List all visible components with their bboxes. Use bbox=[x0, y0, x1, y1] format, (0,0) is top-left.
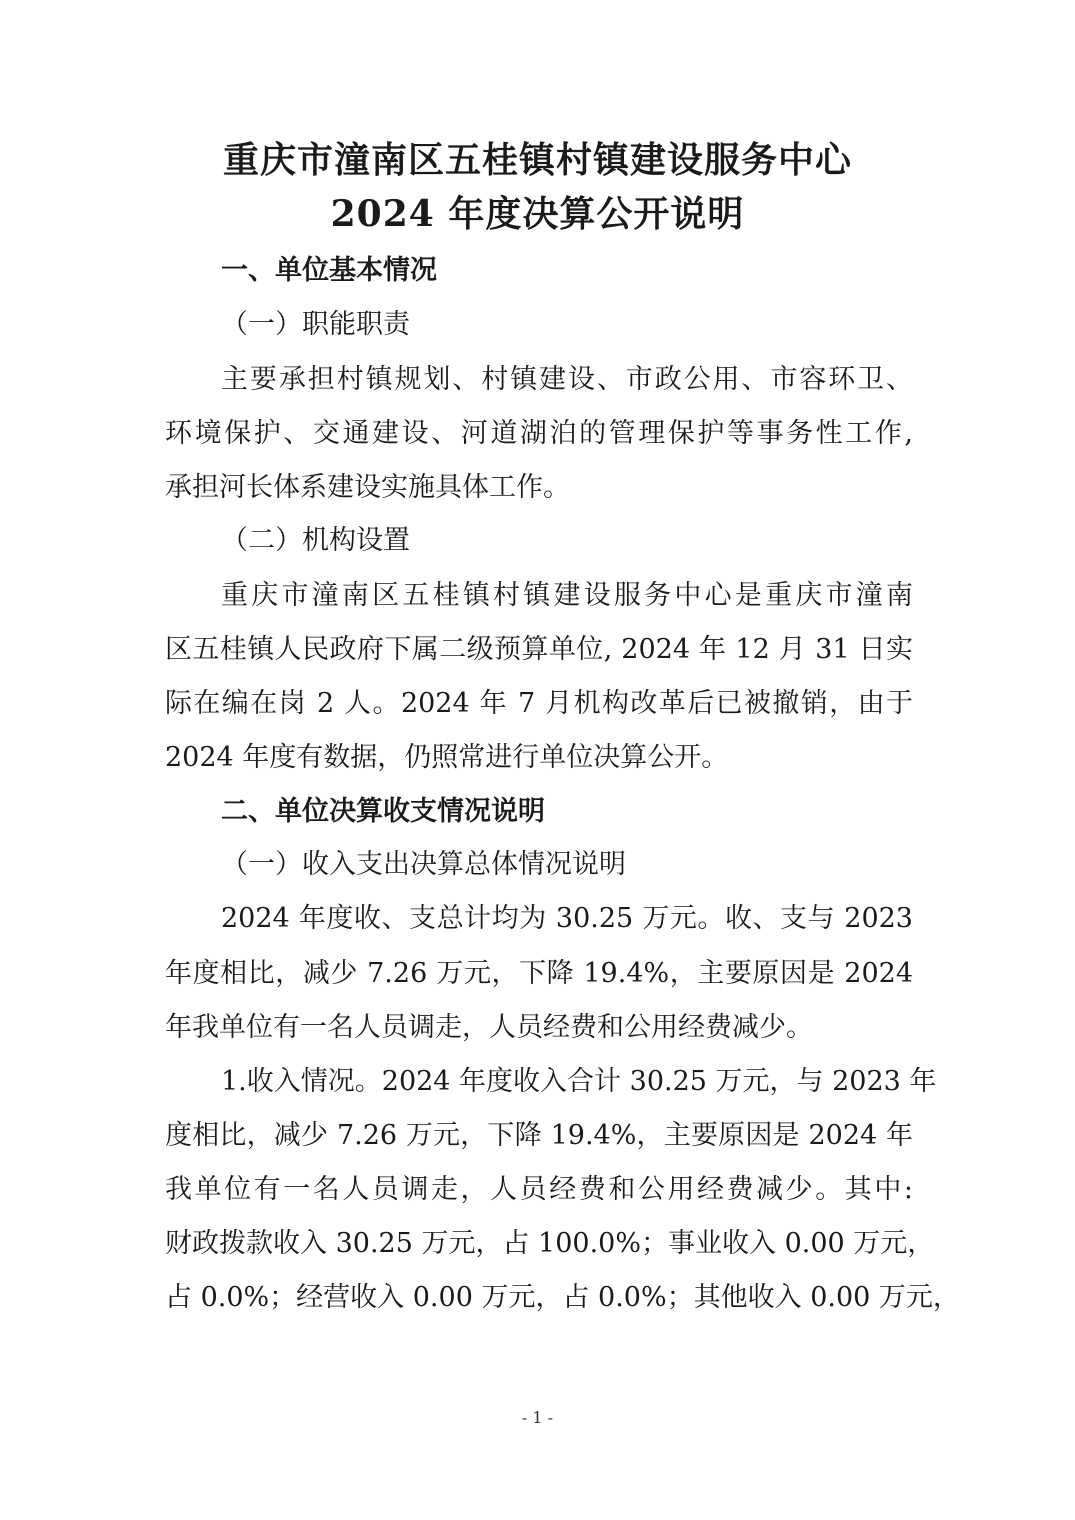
paragraph-line: 际在编在岗 2 人。2024 年 7 月机构改革后已被撤销，由于 bbox=[165, 688, 913, 719]
paragraph-line: 我单位有一名人员调走，人员经费和公用经费减少。其中: bbox=[165, 1174, 913, 1205]
subsection-heading-1-1: （一）职能职责 bbox=[221, 309, 410, 340]
paragraph-line: 重庆市潼南区五桂镇村镇建设服务中心是重庆市潼南 bbox=[221, 580, 913, 611]
paragraph-line: 环境保护、交通建设、河道湖泊的管理保护等事务性工作, bbox=[165, 418, 913, 449]
paragraph-line: 2024 年度有数据，仍照常进行单位决算公开。 bbox=[165, 742, 729, 773]
paragraph-line: 度相比，减少 7.26 万元，下降 19.4%，主要原因是 2024 年 bbox=[165, 1120, 913, 1151]
paragraph-line: 主要承担村镇规划、村镇建设、市政公用、市容环卫、 bbox=[221, 364, 913, 395]
subsection-heading-1-2: （二）机构设置 bbox=[221, 525, 410, 556]
paragraph-line: 2024 年度收、支总计均为 30.25 万元。收、支与 2023 bbox=[221, 903, 913, 934]
paragraph-line: 年度相比，减少 7.26 万元，下降 19.4%，主要原因是 2024 bbox=[165, 958, 913, 989]
section-heading-2: 二、单位决算收支情况说明 bbox=[221, 796, 545, 827]
section-heading-1: 一、单位基本情况 bbox=[221, 255, 437, 286]
subsection-heading-2-1: （一）收入支出决算总体情况说明 bbox=[221, 849, 626, 880]
paragraph-line: 1.收入情况。2024 年度收入合计 30.25 万元，与 2023 年 bbox=[221, 1066, 937, 1097]
paragraph-line: 占 0.0%；经营收入 0.00 万元，占 0.0%；其他收入 0.00 万元， bbox=[165, 1282, 960, 1313]
page-number: - 1 - bbox=[521, 1408, 554, 1427]
paragraph-line: 区五桂镇人民政府下属二级预算单位, 2024 年 12 月 31 日实 bbox=[165, 634, 913, 665]
paragraph-line: 财政拨款收入 30.25 万元，占 100.0%；事业收入 0.00 万元， bbox=[165, 1228, 935, 1259]
document-title-line-1: 重庆市潼南区五桂镇村镇建设服务中心 bbox=[222, 139, 852, 181]
paragraph-line: 年我单位有一名人员调走，人员经费和公用经费减少。 bbox=[165, 1012, 813, 1043]
document-title-line-2: 2024 年度决算公开说明 bbox=[330, 193, 745, 235]
paragraph-line: 承担河长体系建设实施具体工作。 bbox=[165, 472, 570, 503]
